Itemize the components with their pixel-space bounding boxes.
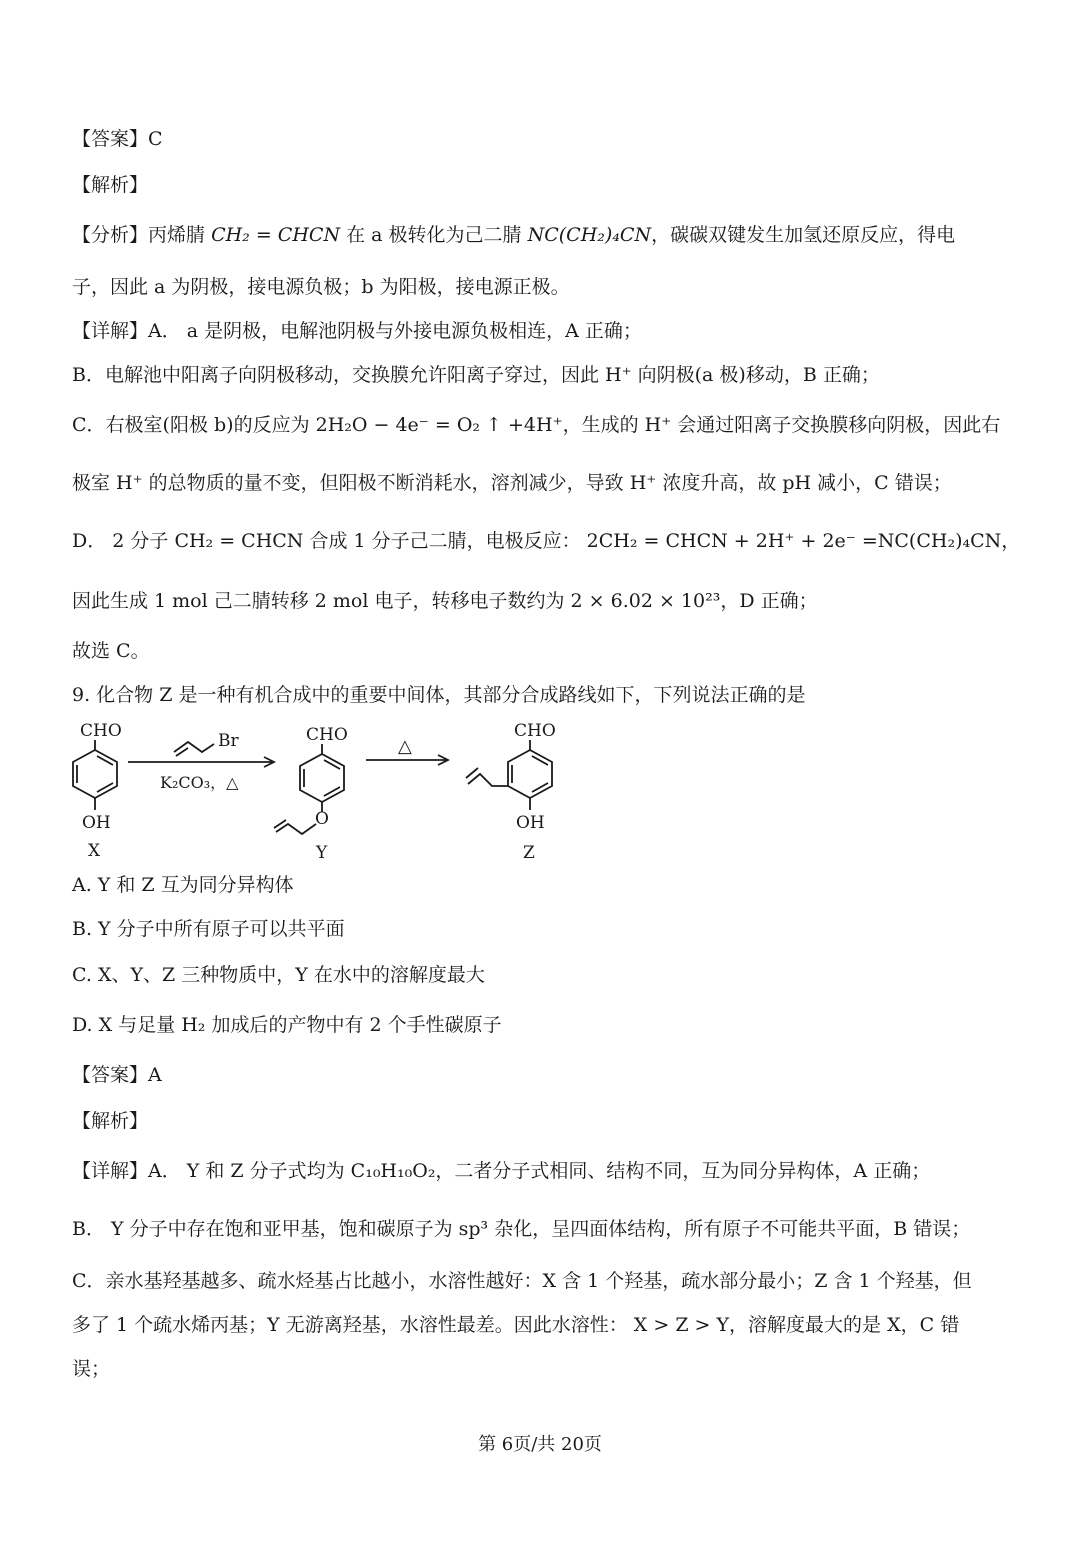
synthesis-scheme [60,712,660,872]
formula-acrylonitrile: CH₂ = CHCN [211,224,341,246]
allyl-chain-z [468,774,508,786]
compound-x-label: X [88,841,101,861]
allyl-chain-y [276,824,316,834]
z-cho-label: CHO [514,721,556,741]
detail-c2-q9: 多了 1 个疏水烯丙基；Y 无游离羟基，水溶性最差。因此水溶性： X > Z > Y，溶解度最大的是 X，C 错 [72,1314,960,1336]
y-o-label: O [315,809,329,829]
detail-c3-q9: 误； [72,1358,111,1380]
ring-z [508,750,552,798]
conclusion-q8: 故选 C。 [72,640,150,662]
reagent-conditions-label: K₂CO₃，△ [160,773,239,792]
option-c: C. X、Y、Z 三种物质中，Y 在水中的溶解度最大 [72,964,485,986]
analysis-line-1: 【分析】丙烯腈 CH₂ = CHCN 在 a 极转化为己二腈 NC(CH₂)₄CN，碳碳双键发生加氢还原反应，得电 [72,224,956,246]
heat-label: △ [398,736,412,757]
question-9-stem: 9. 化合物 Z 是一种有机合成中的重要中间体，其部分合成路线如下，下列说法正确的是 [72,684,806,706]
answer-line-q8 [72,126,163,152]
option-d: D. X 与足量 H₂ 加成后的产物中有 2 个手性碳原子 [72,1014,502,1036]
compound-z-label: Z [523,843,535,863]
detail-d2-q8: 因此生成 1 mol 己二腈转移 2 mol 电子，转移电子数约为 2 × 6.02 × 10²³，D 正确； [72,590,818,612]
analysis-line-2: 子，因此 a 为阴极，接电源负极；b 为阳极，接电源正极。 [72,276,570,298]
compound-y-label: Y [316,843,328,863]
detail-c1-q8: C．右极室(阳极 b)的反应为 2H₂O − 4e⁻ = O₂ ↑ +4H⁺，生成的 H⁺ 会通过阳离子交换膜移向阴极，因此右 [72,414,1001,436]
page-footer: 第 6页/共 20页 [478,1434,602,1455]
ring-x [73,750,117,798]
y-cho-label: CHO [306,725,348,745]
analysis-tag: 【解析】 [72,174,149,196]
option-a: A. Y 和 Z 互为同分异构体 [72,874,294,896]
detail-a-q9: 【详解】A． Y 和 Z 分子式均为 C₁₀H₁₀O₂，二者分子式相同、结构不同，互为同分异构体，A 正确； [72,1160,931,1182]
x-oh-label: OH [82,813,111,833]
answer-value-q9: A [148,1064,162,1086]
detail-c2-q8: 极室 H⁺ 的总物质的量不变，但阳极不断消耗水，溶剂减少，导致 H⁺ 浓度升高，故 pH 减小，C 错误； [72,472,952,494]
ring-y [300,754,344,802]
answer-tag: 【答案】 [72,128,149,150]
detail-b-q8: B．电解池中阳离子向阴极移动，交换膜允许阳离子穿过，因此 H⁺ 向阴极(a 极)移动，B 正确； [72,364,880,386]
analysis-tag-q9: 【解析】 [72,1110,149,1132]
detail-d1-q8: D． 2 分子 CH₂ = CHCN 合成 1 分子己二腈，电极反应： 2CH₂ = CHCN + 2H⁺ + 2e⁻ =NC(CH₂)₄CN， [72,530,1021,552]
x-cho-label: CHO [80,721,122,741]
detail-c1-q9: C．亲水基羟基越多、疏水烃基占比越小，水溶性越好：X 含 1 个羟基，疏水部分最小；Z 含 1 个羟基，但 [72,1270,972,1292]
allyl-bromide [174,742,214,752]
answer-line-q9: 【答案】A [72,1064,162,1086]
option-b: B. Y 分子中所有原子可以共平面 [72,918,345,940]
formula-adiponitrile: NC(CH₂)₄CN [527,224,652,246]
detail-b-q9: B． Y 分子中存在饱和亚甲基，饱和碳原子为 sp³ 杂化，呈四面体结构，所有原子不可能共平面，B 错误； [72,1218,971,1240]
z-oh-label: OH [516,813,545,833]
reagent-br-label: Br [218,731,239,751]
detail-a-q8: 【详解】A． a 是阴极，电解池阴极与外接电源负极相连，A 正确； [72,320,642,342]
answer-value: C [148,128,163,150]
